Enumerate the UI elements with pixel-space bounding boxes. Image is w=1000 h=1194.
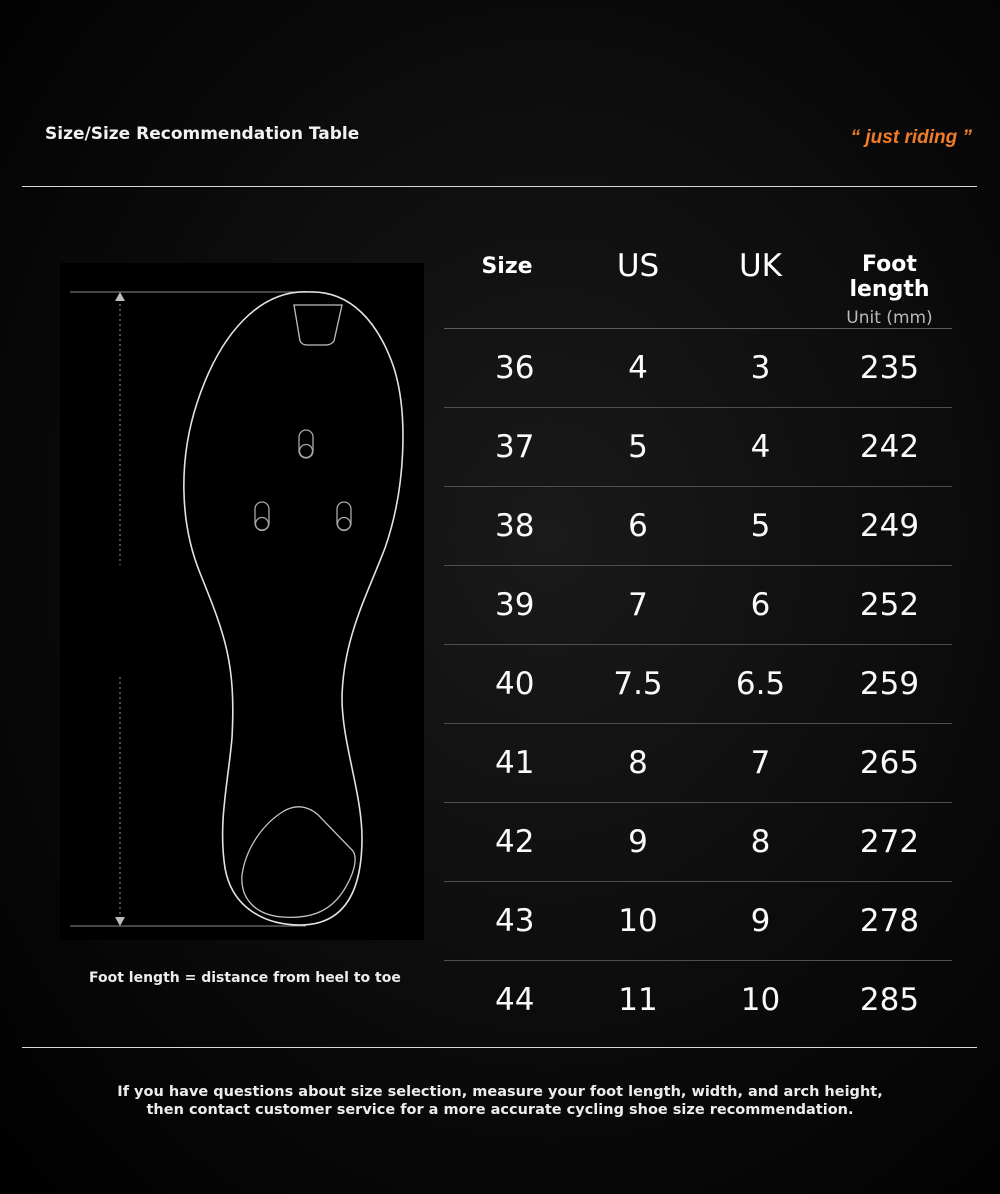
size-cell: 39 <box>444 566 582 645</box>
uk-header: UK <box>694 240 827 329</box>
uk-cell: 5 <box>694 487 827 566</box>
uk-cell: 6.5 <box>694 645 827 724</box>
uk-cell: 3 <box>694 329 827 408</box>
us-cell: 9 <box>582 803 694 882</box>
uk-cell: 7 <box>694 724 827 803</box>
foot-length-cell: 259 <box>827 645 952 724</box>
size-cell: 44 <box>495 982 535 1018</box>
brand-slogan: “ just riding ” <box>850 127 972 148</box>
foot-length-cell: 272 <box>827 803 952 882</box>
table-row <box>444 566 952 645</box>
size-cell: 36 <box>444 329 582 408</box>
foot-length-cell: 242 <box>827 408 952 487</box>
table-row <box>444 487 952 566</box>
size-chart-table <box>444 240 952 1039</box>
size-header: Size <box>444 240 582 329</box>
us-header: US <box>582 240 694 329</box>
table-row <box>444 724 952 803</box>
uk-cell: 4 <box>694 408 827 487</box>
table-row <box>444 645 952 724</box>
foot-length-cell: 252 <box>827 566 952 645</box>
foot-length-header: Foot length Unit (mm) <box>827 240 952 329</box>
footer-note <box>0 1083 1000 1119</box>
size-cell: 37 <box>444 408 582 487</box>
unit-label: Unit (mm) <box>846 308 933 328</box>
bottom-divider <box>22 1047 977 1048</box>
table-row <box>444 803 952 882</box>
foot-length-cell: 249 <box>827 487 952 566</box>
us-cell: 7 <box>582 566 694 645</box>
table-row <box>444 408 952 487</box>
table-row <box>444 329 952 408</box>
sole-diagram <box>60 263 424 940</box>
size-cell: 40 <box>444 645 582 724</box>
us-cell: 4 <box>582 329 694 408</box>
us-cell: 5 <box>582 408 694 487</box>
page-title: Size/Size Recommendation Table <box>45 124 360 144</box>
uk-cell: 10 <box>740 982 781 1018</box>
size-cell: 42 <box>444 803 582 882</box>
uk-cell: 8 <box>694 803 827 882</box>
us-cell: 10 <box>582 882 694 961</box>
foot-length-cell: 265 <box>827 724 952 803</box>
diagram-caption: Foot length = distance from heel to toe <box>89 970 401 986</box>
table-row <box>444 882 952 961</box>
us-cell: 11 <box>618 982 658 1018</box>
top-divider <box>22 186 977 187</box>
table-header-row <box>444 240 952 329</box>
us-cell: 6 <box>582 487 694 566</box>
foot-length-cell: 285 <box>859 982 920 1018</box>
uk-cell: 9 <box>694 882 827 961</box>
footer-line: then contact customer service for a more accurate cycling shoe size recommendation. <box>146 1102 854 1118</box>
footer-line: If you have questions about size selection, measure your foot length, width, and arch height, <box>117 1084 883 1100</box>
size-cell: 41 <box>444 724 582 803</box>
uk-cell: 6 <box>694 566 827 645</box>
size-cell: 38 <box>444 487 582 566</box>
foot-length-cell: 235 <box>827 329 952 408</box>
size-cell: 43 <box>444 882 582 961</box>
table-row <box>444 961 952 1040</box>
shoe-sole-outline-icon <box>60 263 424 940</box>
foot-length-cell: 278 <box>827 882 952 961</box>
us-cell: 7.5 <box>582 645 694 724</box>
us-cell: 8 <box>582 724 694 803</box>
